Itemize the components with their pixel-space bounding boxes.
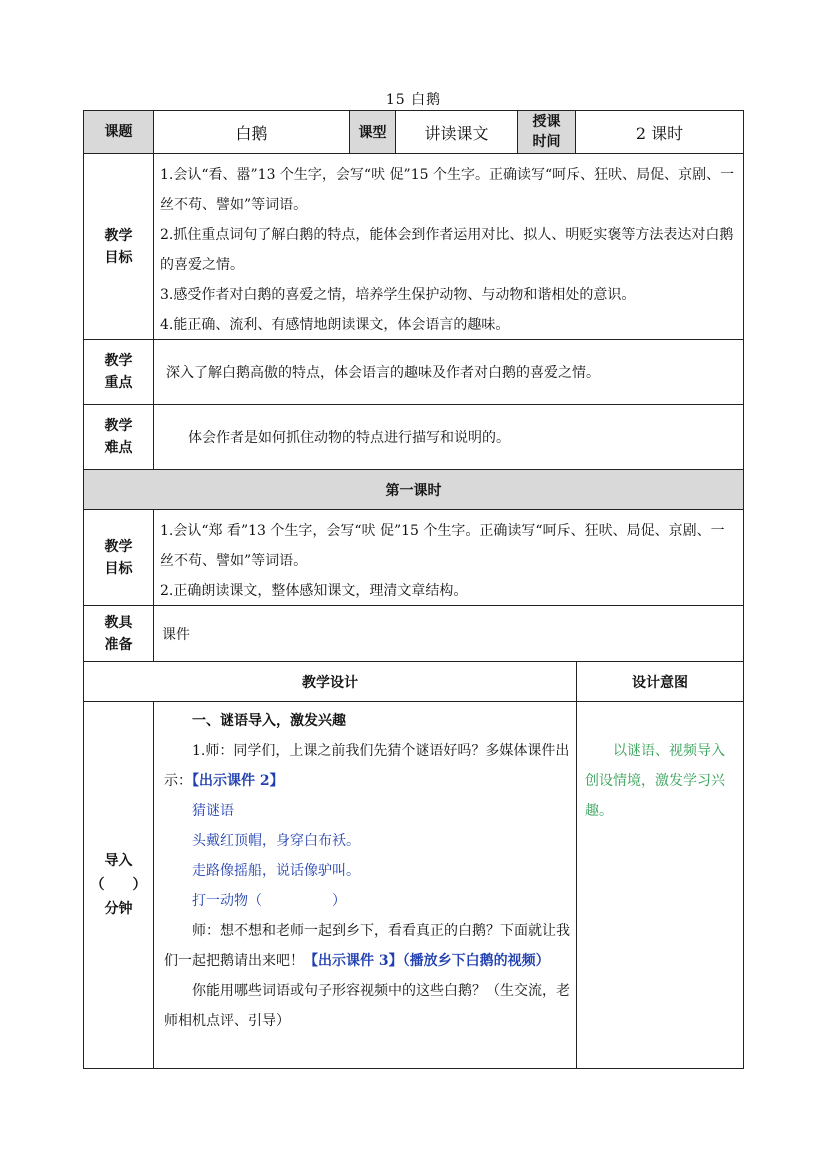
tools-value: 课件 <box>162 626 190 643</box>
design-intent <box>577 702 743 1068</box>
objectives-label: 教学目标 <box>84 154 154 339</box>
design-intent-text: 以谜语、视频导入创设情境，激发学习兴趣。 <box>585 743 725 819</box>
design-header-row <box>83 662 744 702</box>
first-lesson-row <box>83 470 744 510</box>
design-content <box>154 702 577 1068</box>
teacher-line-1 <box>164 736 570 796</box>
key-points-row <box>83 340 744 405</box>
difficulties-row <box>83 405 744 470</box>
key-points-text: 深入了解白鹅高傲的特点，体会语言的趣味及作者对白鹅的喜爱之情。 <box>166 365 600 381</box>
first-lesson-objectives-label: 教学目标 <box>84 510 154 605</box>
tools-label: 教具准备 <box>84 606 154 661</box>
riddle-line: 猜谜语 <box>192 803 234 819</box>
type-label: 课型 <box>350 111 396 153</box>
header-row <box>83 110 744 154</box>
first-lesson-objectives-content <box>154 510 743 605</box>
time-value: 2 课时 <box>635 123 684 143</box>
objectives-row <box>83 154 744 340</box>
objectives-content <box>154 154 743 339</box>
objective-item: 1.会认“郑 看”13 个生字，会写“吠 促”15 个生字。正确读写“呵斥、狂吠、局促、京剧、一丝不苟、譬如”等词语。 <box>160 523 725 569</box>
lesson-value: 白鹅 <box>154 111 350 153</box>
objective-item: 2.抓住重点词句了解白鹅的特点，能体会到作者运用对比、拟人、明贬实褒等方法表达对白鹅的喜爱之情。 <box>160 227 734 273</box>
difficulties-text: 体会作者是如何抓住动物的特点进行描写和说明的。 <box>188 430 510 446</box>
design-column-header: 教学设计 <box>84 662 577 701</box>
teacher-line-3: 你能用哪些词语或句子形容视频中的这些白鹅？（生交流，老师相机点评、引导） <box>164 983 570 1029</box>
design-content-row <box>83 702 744 1069</box>
riddle-line: 头戴红顶帽，身穿白布袄。 <box>192 833 360 849</box>
first-lesson-title: 第一课时 <box>385 482 442 499</box>
time-label: 授课时间 <box>518 111 576 153</box>
objective-item: 2.正确朗读课文，整体感知课文，理清文章结构。 <box>160 583 468 599</box>
section-heading: 一、谜语导入，激发兴趣 <box>192 713 346 729</box>
teacher-line-2 <box>164 916 570 976</box>
teacher-line-1-text: 1.师：同学们，上课之前我们先猜个谜语好吗？多媒体课件出示： <box>164 743 570 789</box>
courseware-tag-3: 【出示课件 3】（播放乡下白鹅的视频） <box>304 953 550 969</box>
intent-column-header: 设计意图 <box>632 674 688 691</box>
first-lesson-objectives-row <box>83 510 744 606</box>
riddle-line: 打一动物（ ） <box>192 893 346 909</box>
teacher-line-2-text: 师：想不想和老师一起到乡下，看看真正的白鹅？下面就让我们一起把鹅请出来吧！ <box>164 923 570 969</box>
riddle-line: 走路像摇船，说话像驴叫。 <box>192 863 360 879</box>
type-value: 讲读课文 <box>396 111 518 153</box>
tools-row <box>83 606 744 662</box>
difficulties-label: 教学难点 <box>84 405 154 469</box>
lesson-plan-table <box>83 110 744 1069</box>
courseware-tag-2: 【出示课件 2】 <box>192 773 284 789</box>
lesson-label: 课题 <box>84 111 154 153</box>
objective-item: 1.会认“看、嚣”13 个生字，会写“吠 促”15 个生字。正确读写“呵斥、狂吠、局促、京剧、一丝不苟、譬如”等词语。 <box>160 167 735 213</box>
key-points-label: 教学重点 <box>84 340 154 404</box>
document-title: 15 白鹅 <box>385 92 442 108</box>
objective-item: 4.能正确、流利、有感情地朗读课文，体会语言的趣味。 <box>160 317 510 333</box>
objective-item: 3.感受作者对白鹅的喜爱之情，培养学生保护动物、与动物和谐相处的意识。 <box>160 287 636 303</box>
intro-section-label: 导入（ ）分钟 <box>84 702 154 1068</box>
